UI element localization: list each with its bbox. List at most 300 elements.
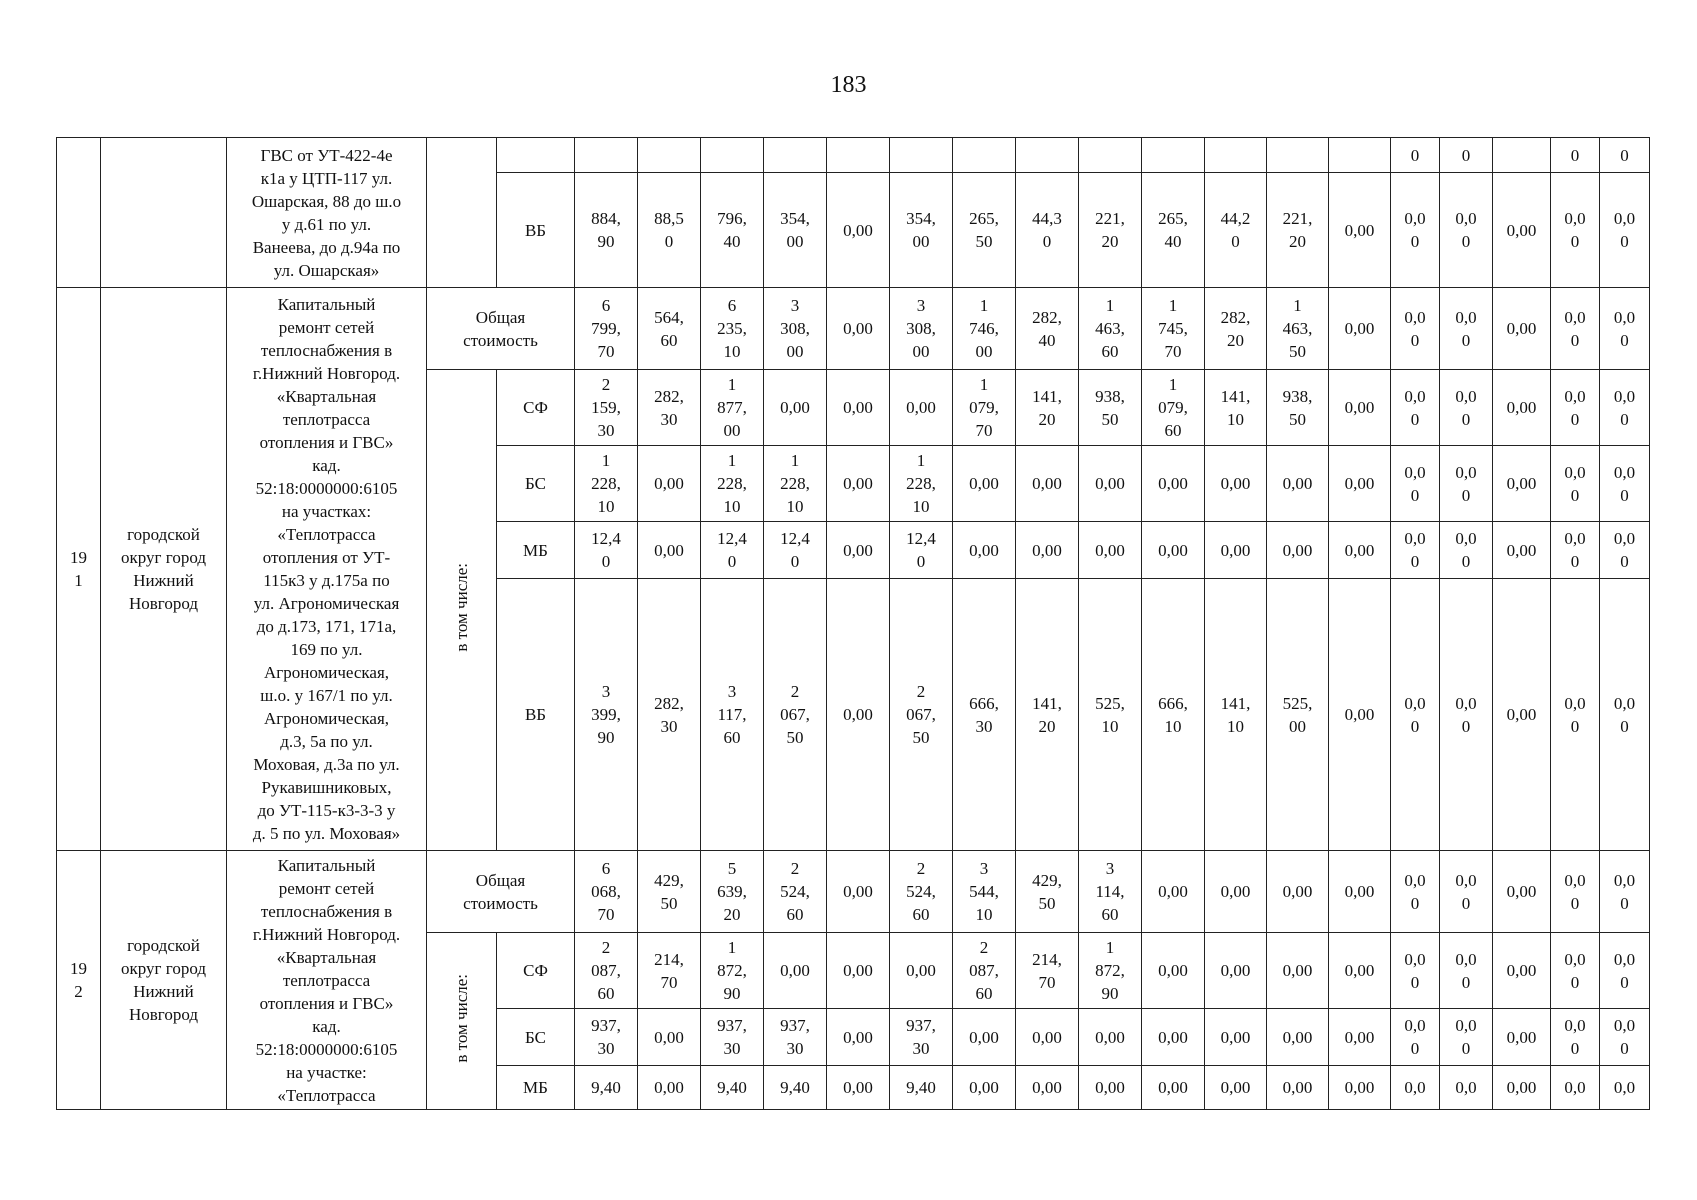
value-cell-text: 0,0 0	[1613, 209, 1636, 251]
value-cell-text: 0,00	[1282, 961, 1313, 980]
value-cell-text: 937, 30	[906, 1016, 936, 1058]
value-cell	[1329, 579, 1391, 851]
value-cell-text: 0	[1410, 145, 1420, 165]
value-cell	[1267, 522, 1329, 579]
value-cell-text: 9,40	[780, 1078, 810, 1097]
value-cell	[1205, 1009, 1267, 1066]
value-cell	[1205, 370, 1267, 446]
value-cell	[1600, 138, 1650, 173]
value-cell-text: 1 228, 10	[591, 451, 621, 516]
value-cell	[701, 851, 764, 933]
value-cell	[575, 851, 638, 933]
value-cell	[1329, 446, 1391, 522]
value-cell-text: 0,00	[1506, 882, 1537, 901]
num-cell	[57, 288, 101, 851]
value-cell-text: 0,00	[1344, 398, 1375, 417]
value-cell-text: 0,0 0	[1404, 949, 1426, 992]
value-cell	[1329, 1009, 1391, 1066]
value-cell-text: 429, 50	[1032, 870, 1062, 913]
value-cell-text: 0,0 0	[1404, 870, 1426, 913]
value-cell-text: 6 235, 10	[717, 296, 747, 361]
value-cell	[701, 446, 764, 522]
value-cell-text: 0,0 0	[1455, 1016, 1477, 1058]
value-cell	[1391, 933, 1440, 1009]
value-cell-text: 0,00	[1344, 705, 1375, 724]
value-cell-text: 12,4 0	[906, 529, 936, 571]
value-cell	[1016, 579, 1079, 851]
value-cell	[1205, 138, 1267, 173]
value-cell	[1440, 1066, 1493, 1110]
value-cell-text: 0,0 0	[1613, 693, 1636, 736]
value-cell	[1391, 370, 1440, 446]
value-cell-text: 0,0 0	[1613, 529, 1636, 571]
value-cell	[1600, 1009, 1650, 1066]
value-cell-text: 1 745, 70	[1158, 296, 1188, 361]
total-cost-label-text: Общая стоимость	[463, 870, 538, 913]
value-cell	[1079, 138, 1142, 173]
value-cell	[1205, 851, 1267, 933]
value-cell	[1440, 933, 1493, 1009]
value-cell-text: 282, 30	[654, 693, 684, 736]
value-cell	[827, 288, 890, 370]
group-cell	[427, 138, 497, 288]
value-cell	[1600, 933, 1650, 1009]
value-cell	[1267, 446, 1329, 522]
value-cell	[1493, 138, 1551, 173]
value-cell	[890, 288, 953, 370]
label-cell	[497, 933, 575, 1009]
value-cell-text: 0,0	[1455, 1078, 1477, 1097]
value-cell-text: 0,00	[843, 961, 873, 980]
value-cell	[1016, 370, 1079, 446]
value-cell-text: 0,0 0	[1564, 209, 1586, 251]
value-cell-text: 0,00	[1344, 220, 1375, 240]
value-cell	[638, 579, 701, 851]
value-cell	[701, 1009, 764, 1066]
label-cell-text: СФ	[523, 398, 548, 417]
value-cell-text: 0,00	[843, 220, 873, 240]
budget-table	[56, 137, 1650, 1110]
value-cell	[1016, 1066, 1079, 1110]
value-cell	[890, 370, 953, 446]
value-cell-text: 0,00	[1220, 474, 1251, 493]
value-cell	[638, 1009, 701, 1066]
value-cell	[638, 173, 701, 288]
value-cell-text: 2 524, 60	[780, 859, 810, 924]
value-cell-text: 0,0 0	[1564, 870, 1586, 913]
municipality-cell	[101, 138, 227, 288]
value-cell-text: 1 877, 00	[717, 375, 747, 440]
value-cell-text: 0,0 0	[1404, 1016, 1426, 1058]
value-cell-text: 937, 30	[780, 1016, 810, 1058]
value-cell-text: 0,00	[1344, 961, 1375, 980]
value-cell	[701, 370, 764, 446]
value-cell	[1142, 522, 1205, 579]
value-cell-text: 0,0 0	[1564, 1016, 1586, 1058]
value-cell-text: 0,0 0	[1404, 462, 1426, 505]
value-cell-text: 0,00	[1095, 1078, 1125, 1097]
value-cell	[1551, 1009, 1600, 1066]
value-cell	[1440, 138, 1493, 173]
value-cell-text: 0,0 0	[1564, 386, 1586, 429]
value-cell-text: 282, 40	[1032, 307, 1062, 350]
value-cell-text: 3 308, 00	[906, 296, 936, 361]
value-cell	[1016, 933, 1079, 1009]
value-cell	[827, 370, 890, 446]
value-cell	[764, 173, 827, 288]
label-cell-text: ВБ	[524, 220, 547, 240]
value-cell	[827, 446, 890, 522]
label-cell	[497, 579, 575, 851]
value-cell	[1329, 933, 1391, 1009]
value-cell-text: 2 067, 50	[906, 682, 936, 747]
value-cell	[1016, 138, 1079, 173]
value-cell	[701, 138, 764, 173]
value-cell-text: 282, 30	[654, 386, 684, 429]
value-cell-text: 0,00	[1344, 882, 1375, 901]
value-cell-text: 0	[1461, 145, 1471, 165]
value-cell-text: 141, 10	[1220, 693, 1251, 736]
value-cell-text: 666, 10	[1158, 693, 1188, 736]
value-cell	[764, 522, 827, 579]
value-cell-text: 0,0 0	[1455, 693, 1477, 736]
value-cell	[1493, 370, 1551, 446]
value-cell	[1267, 1009, 1329, 1066]
value-cell-text: 1 872, 90	[717, 938, 747, 1003]
value-cell	[890, 173, 953, 288]
value-cell-text: 282, 20	[1220, 307, 1251, 350]
value-cell	[1493, 1009, 1551, 1066]
value-cell	[1267, 579, 1329, 851]
value-cell	[1493, 579, 1551, 851]
label-cell-text: ВБ	[524, 705, 547, 724]
object-name: Капитальный ремонт сетей теплоснабжения в г.Нижний Новгород. «Квартальная теплотрасса отопления и ГВС» кад. 52:18:0000000:6105 на участке: «Теплотрасса	[252, 855, 401, 1105]
value-cell	[1079, 288, 1142, 370]
municipality-cell-text: городской округ город Нижний Новгород	[121, 936, 206, 1024]
value-cell-text: 9,40	[591, 1078, 621, 1097]
value-cell-text: 0,00	[843, 398, 873, 417]
value-cell-text: 354, 00	[780, 209, 810, 251]
municipality-cell-text: городской округ город Нижний Новгород	[121, 525, 206, 613]
value-cell-text: 0,00	[1158, 1078, 1188, 1097]
value-cell	[890, 579, 953, 851]
value-cell	[827, 1066, 890, 1110]
value-cell-text: 0,00	[1506, 319, 1537, 338]
value-cell	[575, 1066, 638, 1110]
value-cell-text: 0,0 0	[1404, 529, 1426, 571]
value-cell-text: 0,00	[1158, 882, 1188, 901]
value-cell	[575, 579, 638, 851]
value-cell	[701, 288, 764, 370]
value-cell	[1205, 579, 1267, 851]
value-cell-text: 0,00	[1282, 882, 1313, 901]
num-cell-text: 19 2	[70, 959, 87, 1001]
value-cell-text: 0,0 0	[1404, 307, 1426, 350]
value-cell	[575, 138, 638, 173]
value-cell-text: 796, 40	[717, 209, 747, 251]
value-cell	[827, 1009, 890, 1066]
value-cell-text: 12,4 0	[780, 529, 810, 571]
num-cell-text: 19 1	[70, 548, 87, 590]
value-cell-text: 0,00	[843, 540, 873, 560]
value-cell-text: 0,00	[1032, 1027, 1062, 1047]
value-cell	[1600, 288, 1650, 370]
value-cell	[1329, 288, 1391, 370]
value-cell-text: 0,00	[906, 398, 936, 417]
value-cell	[764, 933, 827, 1009]
value-cell	[1391, 173, 1440, 288]
value-cell-text: 3 308, 00	[780, 296, 810, 361]
value-cell-text: 0,00	[1506, 474, 1537, 493]
value-cell	[1440, 851, 1493, 933]
value-cell	[890, 851, 953, 933]
value-cell-text: 0,0 0	[1613, 870, 1636, 913]
value-cell-text: 2 067, 50	[780, 682, 810, 747]
value-cell-text: 0,0 0	[1564, 529, 1586, 571]
value-cell	[953, 370, 1016, 446]
value-cell	[1205, 288, 1267, 370]
value-cell-text: 0,00	[1344, 540, 1375, 560]
value-cell	[953, 579, 1016, 851]
value-cell-text: 884, 90	[591, 209, 621, 251]
value-cell	[1267, 288, 1329, 370]
object-name: ГВС от УТ-422-4е к1а у ЦТП-117 ул. Ошарская, 88 до ш.о у д.61 по ул. Ванеева, до д.94а по ул. Ошарская»	[251, 145, 402, 280]
value-cell	[953, 522, 1016, 579]
value-cell-text: 0,00	[654, 1078, 684, 1097]
value-cell	[764, 1066, 827, 1110]
value-cell	[827, 522, 890, 579]
value-cell	[1267, 851, 1329, 933]
value-cell	[1551, 138, 1600, 173]
value-cell	[1600, 173, 1650, 288]
value-cell	[1267, 933, 1329, 1009]
value-cell	[1329, 138, 1391, 173]
label-cell-text: МБ	[523, 1078, 548, 1097]
value-cell	[764, 446, 827, 522]
value-cell-text: 1 228, 10	[780, 451, 810, 516]
value-cell-text: 354, 00	[906, 209, 936, 251]
value-cell	[827, 579, 890, 851]
value-cell-text: 0,00	[780, 398, 810, 417]
value-cell	[1205, 173, 1267, 288]
value-cell	[1493, 1066, 1551, 1110]
value-cell-text: 0,00	[1032, 1078, 1062, 1097]
value-cell	[890, 1066, 953, 1110]
value-cell	[1142, 851, 1205, 933]
value-cell	[953, 1066, 1016, 1110]
value-cell-text: 0,0	[1564, 1078, 1586, 1097]
value-cell-text: 0,0	[1404, 1078, 1426, 1097]
value-cell	[1142, 446, 1205, 522]
table-row	[57, 138, 1650, 173]
value-cell-text: 44,2 0	[1220, 209, 1251, 251]
value-cell-text: 0,00	[1158, 961, 1188, 980]
value-cell-text: 5 639, 20	[717, 859, 747, 924]
value-cell-text: 0,00	[654, 474, 684, 493]
value-cell	[1493, 173, 1551, 288]
value-cell	[764, 851, 827, 933]
value-cell-text: 2 159, 30	[591, 375, 621, 440]
value-cell-text: 1 746, 00	[969, 296, 999, 361]
value-cell	[638, 933, 701, 1009]
value-cell-text: 0,00	[1506, 705, 1537, 724]
value-cell-text: 0,00	[843, 1027, 873, 1047]
value-cell-text: 0,00	[1220, 1078, 1251, 1097]
label-cell	[497, 173, 575, 288]
value-cell	[1440, 579, 1493, 851]
value-cell-text: 12,4 0	[591, 529, 621, 571]
value-cell-text: 0,00	[1506, 398, 1537, 417]
label-cell-text: БС	[525, 1027, 546, 1047]
value-cell	[1079, 851, 1142, 933]
value-cell-text: 0,00	[1506, 220, 1537, 240]
value-cell-text: 0,00	[1032, 540, 1062, 560]
total-cost-label	[427, 851, 575, 933]
value-cell-text: 0,0 0	[1613, 386, 1636, 429]
value-cell	[1391, 522, 1440, 579]
value-cell-text: 3 544, 10	[969, 859, 999, 924]
value-cell	[764, 579, 827, 851]
label-cell-text: СФ	[523, 961, 548, 980]
value-cell	[890, 138, 953, 173]
value-cell-text: 0,00	[843, 882, 873, 901]
value-cell	[575, 288, 638, 370]
value-cell	[1391, 446, 1440, 522]
value-cell	[764, 288, 827, 370]
value-cell-text: 0,0	[1613, 1078, 1636, 1097]
value-cell-text: 564, 60	[654, 307, 684, 350]
value-cell	[575, 933, 638, 1009]
value-cell-text: 0,00	[1344, 1027, 1375, 1047]
value-cell-text: 1 463, 60	[1095, 296, 1125, 361]
value-cell	[827, 851, 890, 933]
total-cost-label	[427, 288, 575, 370]
value-cell	[890, 522, 953, 579]
value-cell	[575, 173, 638, 288]
value-cell-text: 0,00	[969, 1027, 999, 1047]
page-number: 183	[830, 72, 867, 98]
value-cell-text: 0,0 0	[1455, 462, 1477, 505]
value-cell	[764, 370, 827, 446]
value-cell-text: 0,00	[1506, 540, 1537, 560]
value-cell-text: 265, 50	[969, 209, 999, 251]
value-cell-text: 0,0 0	[1564, 307, 1586, 350]
label-cell	[497, 138, 575, 173]
value-cell-text: 0,00	[969, 540, 999, 560]
label-cell-text: БС	[525, 474, 546, 493]
label-cell-text: МБ	[523, 540, 548, 560]
value-cell	[1493, 446, 1551, 522]
value-cell-text: 0,00	[906, 961, 936, 980]
value-cell	[1079, 173, 1142, 288]
value-cell-text: 221, 20	[1095, 209, 1125, 251]
value-cell-text: 0,0 0	[1564, 693, 1586, 736]
table-row	[57, 851, 1650, 933]
value-cell	[1016, 173, 1079, 288]
value-cell-text: 0,00	[843, 1078, 873, 1097]
value-cell	[1493, 933, 1551, 1009]
value-cell	[1016, 446, 1079, 522]
value-cell-text: 0,00	[843, 319, 873, 338]
value-cell-text: 9,40	[906, 1078, 936, 1097]
value-cell	[1142, 1066, 1205, 1110]
value-cell	[1493, 522, 1551, 579]
value-cell-text: 0,00	[1095, 474, 1125, 493]
value-cell-text: 141, 20	[1032, 386, 1062, 429]
value-cell	[701, 579, 764, 851]
value-cell	[638, 851, 701, 933]
value-cell	[1142, 173, 1205, 288]
value-cell	[953, 138, 1016, 173]
value-cell	[1440, 522, 1493, 579]
value-cell-text: 0,00	[1220, 961, 1251, 980]
value-cell	[1079, 579, 1142, 851]
value-cell-text: 12,4 0	[717, 529, 747, 571]
value-cell-text: 0,00	[1282, 540, 1313, 560]
value-cell	[638, 446, 701, 522]
value-cell	[1267, 370, 1329, 446]
value-cell	[1600, 579, 1650, 851]
label-cell	[497, 370, 575, 446]
value-cell-text: 265, 40	[1158, 209, 1188, 251]
value-cell	[701, 522, 764, 579]
value-cell-text: 938, 50	[1095, 386, 1125, 429]
value-cell	[953, 1009, 1016, 1066]
value-cell-text: 937, 30	[717, 1016, 747, 1058]
value-cell	[638, 370, 701, 446]
value-cell	[1205, 1066, 1267, 1110]
value-cell	[827, 173, 890, 288]
value-cell-text: 0,00	[1158, 1027, 1188, 1047]
value-cell-text: 6 068, 70	[591, 859, 621, 924]
value-cell	[701, 1066, 764, 1110]
value-cell	[1440, 1009, 1493, 1066]
value-cell-text: 0,00	[780, 961, 810, 980]
table-row	[57, 288, 1650, 370]
value-cell	[1142, 370, 1205, 446]
value-cell	[827, 138, 890, 173]
value-cell	[953, 288, 1016, 370]
value-cell	[575, 446, 638, 522]
value-cell	[1142, 933, 1205, 1009]
value-cell-text: 0,00	[1282, 1078, 1313, 1097]
in-total-label: в том числе:	[451, 973, 471, 1063]
object-name-cell	[227, 138, 427, 288]
value-cell-text: 0,0 0	[1455, 386, 1477, 429]
value-cell-text: 938, 50	[1282, 386, 1313, 429]
value-cell-text: 0,00	[1158, 540, 1188, 560]
municipality-cell	[101, 851, 227, 1110]
value-cell	[1600, 1066, 1650, 1110]
value-cell	[1267, 138, 1329, 173]
value-cell-text: 0,00	[1095, 540, 1125, 560]
value-cell	[1600, 851, 1650, 933]
in-total-cell	[427, 370, 497, 851]
value-cell	[953, 446, 1016, 522]
value-cell	[1551, 1066, 1600, 1110]
value-cell	[701, 933, 764, 1009]
value-cell	[638, 522, 701, 579]
value-cell	[1440, 288, 1493, 370]
value-cell	[575, 1009, 638, 1066]
value-cell-text: 0,00	[1032, 474, 1062, 493]
value-cell-text: 0,00	[1158, 474, 1188, 493]
value-cell	[1079, 1066, 1142, 1110]
value-cell-text: 0,0 0	[1613, 949, 1636, 992]
municipality-cell	[101, 288, 227, 851]
value-cell-text: 0,00	[969, 474, 999, 493]
value-cell-text: 0,0 0	[1455, 529, 1477, 571]
